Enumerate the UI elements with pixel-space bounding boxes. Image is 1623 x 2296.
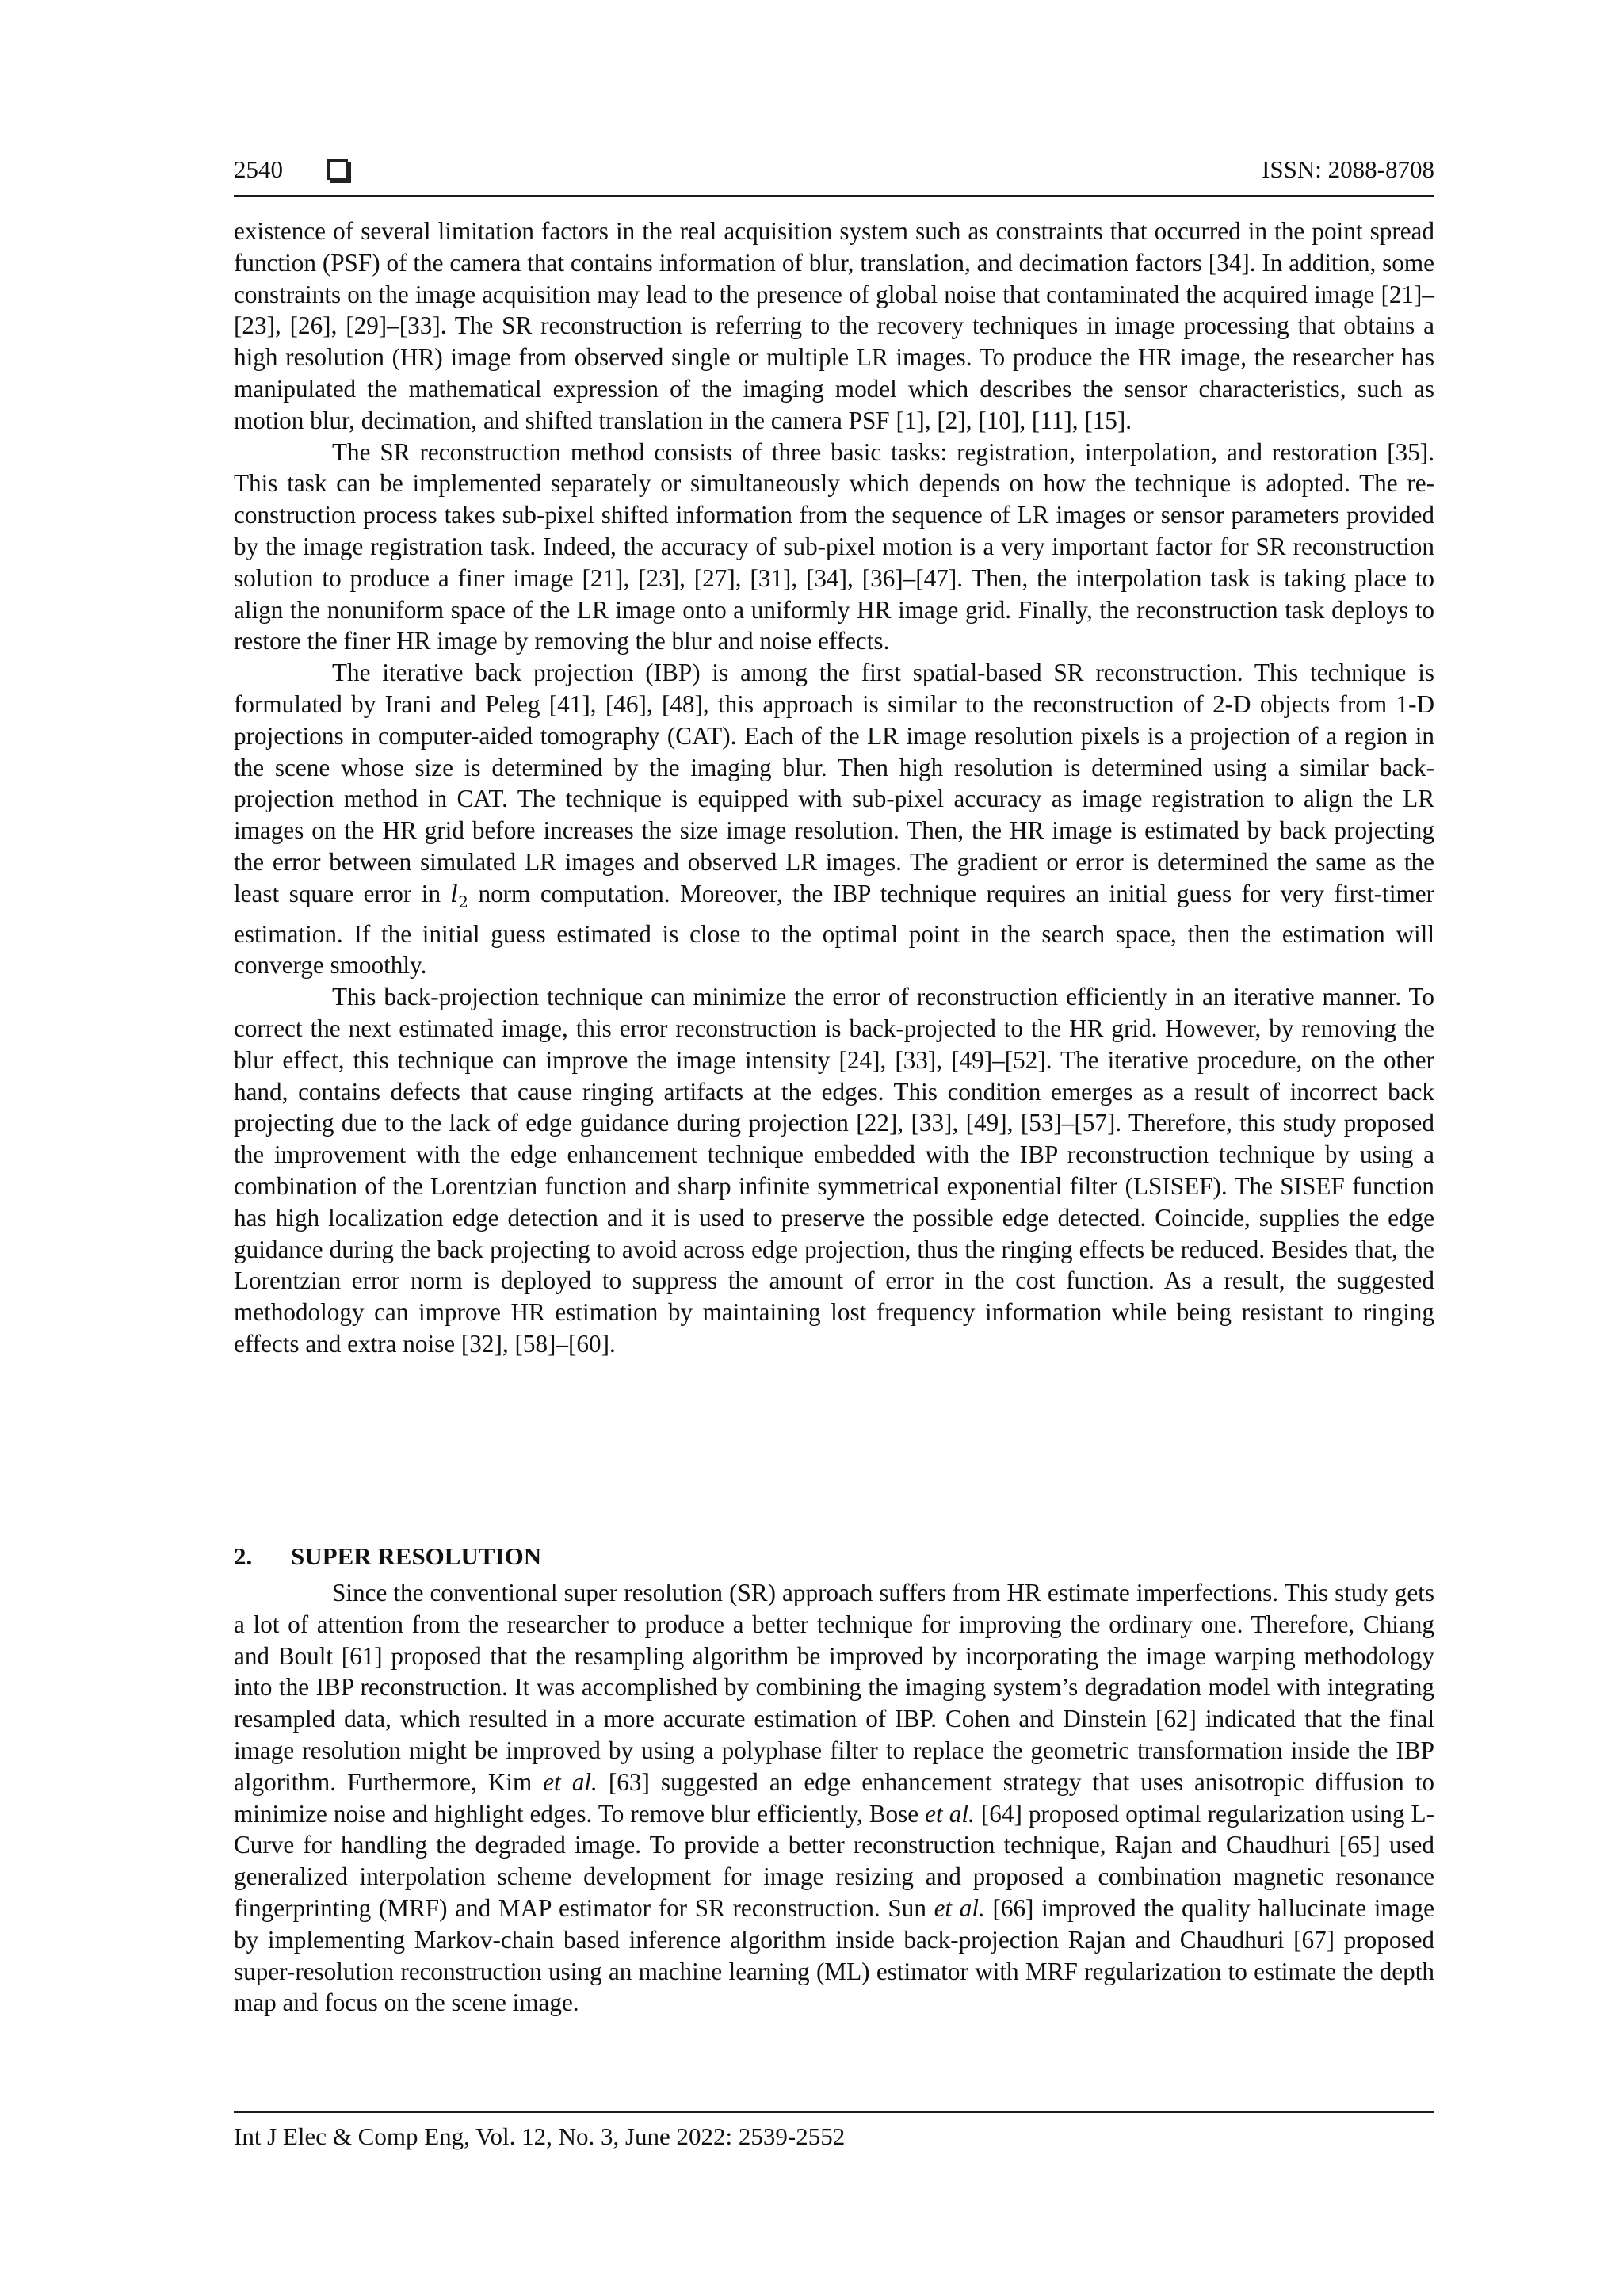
page-footer — [234, 2111, 1434, 2151]
paragraph-2: The SR reconstruction method consists of three basic tasks: registration, interpolation, and restoration [35]. This task can be implemented separately or simultaneously which depends on how the technique is adopted. The re-construction process takes sub-pixel shifted information from the sequence of LR images or sensor parameters provided by the image registration task. Indeed, the accuracy of sub-pixel motion is a very important factor for SR reconstruction solution to produce a finer image [21], [23], [27], [31], [34], [36]–[47]. Then, the interpolation task is taking place to align the nonuniform space of the LR image onto a uniformly HR image grid. Finally, the reconstruction task deploys to restore the finer HR image by removing the blur and noise effects. — [234, 437, 1434, 655]
section-body — [234, 1577, 1434, 2019]
page-header — [234, 151, 1434, 197]
paragraph-3 — [234, 657, 1434, 981]
checkbox-square-icon — [327, 159, 348, 180]
paragraph-1: existence of several limitation factors in the real acquisition system such as constraints that occurred in the point spread function (PSF) of the camera that contains information of blur, translation, and decimation factors [34]. In addition, some constraints on the image acquisition may lead to the presence of global noise that contaminated the acquired image [21]–[23], [26], [29]–[33]. The SR reconstruction is referring to the recovery techniques in image processing that obtains a high resolution (HR) image from observed single or multiple LR images. To produce the HR image, the researcher has manipulated the mathematical expression of the imaging model which describes the sensor characteristics, such as motion blur, decimation, and shifted translation in the camera PSF [1], [2], [10], [11], [15]. — [234, 217, 1434, 434]
body-text — [234, 216, 1434, 1360]
l2-norm-symbol: $l_2$ — [450, 880, 468, 911]
section-number: 2. — [234, 1542, 253, 1570]
journal-citation: Int J Elec & Comp Eng, Vol. 12, No. 3, June 2022: 2539-2552 — [234, 2122, 846, 2150]
paragraph-4: This back-projection technique can minimize the error of reconstruction efficiently in an iterative manner. To correct the next estimated image, this error reconstruction is back-projected to the HR grid. However, by removing the blur effect, this technique can improve the image intensity [24], [33], [49]–[52]. The iterative procedure, on the other hand, contains defects that cause ringing artifacts at the edges. This condition emerges as a result of incorrect back projecting due to the lack of edge guidance during projection [22], [33], [49], [53]–[57]. Therefore, this study proposed the improvement with the edge enhancement technique embedded with the IBP reconstruction technique by using a combination of the Lorentzian function and sharp infinite symmetrical exponential filter (LSISEF). The SISEF function has high localization edge detection and it is used to preserve the possible edge detected. Coincide, supplies the edge guidance during the back projecting to avoid across edge projection, thus the ringing effects be reduced. Besides that, the Lorentzian error norm is deployed to suppress the amount of error in the cost function. As a result, the suggested methodology can improve HR estimation by maintaining lost frequency information while being resistant to ringing effects and extra noise [32], [58]–[60]. — [234, 983, 1434, 1358]
section-title: SUPER RESOLUTION — [291, 1542, 542, 1570]
page-number: 2540 — [234, 155, 283, 183]
section-paragraph: Since the conventional super resolution (SR) approach suffers from HR estimate imperfections. This study gets a lot of attention from the researcher to produce a better technique for improving the ordinary one. Therefore, Chiang and Boult [61] proposed that the resampling algorithm be improved by incorporating the image warping methodology into the IBP reconstruction. It was accomplished by combining the imaging system’s degradation model with integrating resampled data, which resulted in a more accurate estimation of IBP. Cohen and Dinstein [62] indicated that the final image resolution might be improved by using a polyphase filter to replace the geometric transformation inside the IBP algorithm. Furthermore, Kim et al. [63] suggested an edge enhancement strategy that uses anisotropic diffusion to minimize noise and highlight edges. To remove blur efficiently, Bose et al. [64] proposed optimal regularization using L-Curve for handling the degraded image. To provide a better reconstruction technique, Rajan and Chaudhuri [65] used generalized interpolation scheme development for image resizing and proposed a combination magnetic resonance fingerprinting (MRF) and MAP estimator for SR reconstruction. Sun et al. [66] improved the quality hallucinate image by implementing Markov-chain based inference algorithm inside back-projection Rajan and Chaudhuri [67] proposed super-resolution reconstruction using an machine learning (ML) estimator with MRF regularization to estimate the depth map and focus on the scene image. — [234, 1579, 1434, 2017]
section-heading — [234, 1542, 541, 1571]
paragraph-3-part-2: norm computation. Moreover, the IBP technique requires an initial guess for very first-timer estimation. If the initial guess estimated is close to the optimal point in the search space, then the estimation will converge smoothly. — [234, 879, 1434, 980]
paragraph-3-part-1: The iterative back projection (IBP) is among the first spatial-based SR reconstruction. This technique is formulated by Irani and Peleg [41], [46], [48], this approach is similar to the reconstruction of 2-D objects from 1-D projections in computer-aided tomography (CAT). Each of the LR image resolution pixels is a projection of a region in the scene whose size is determined by the imaging blur. Then high resolution is determined using a similar back-projection method in CAT. The technique is equipped with sub-pixel accuracy as image registration to align the LR images on the HR grid before increases the size image resolution. Then, the HR image is estimated by back projecting the error between simulated LR images and observed LR images. The gradient or error is determined the same as the least square error in — [234, 659, 1434, 907]
issn-label: ISSN: 2088-8708 — [1262, 155, 1434, 183]
